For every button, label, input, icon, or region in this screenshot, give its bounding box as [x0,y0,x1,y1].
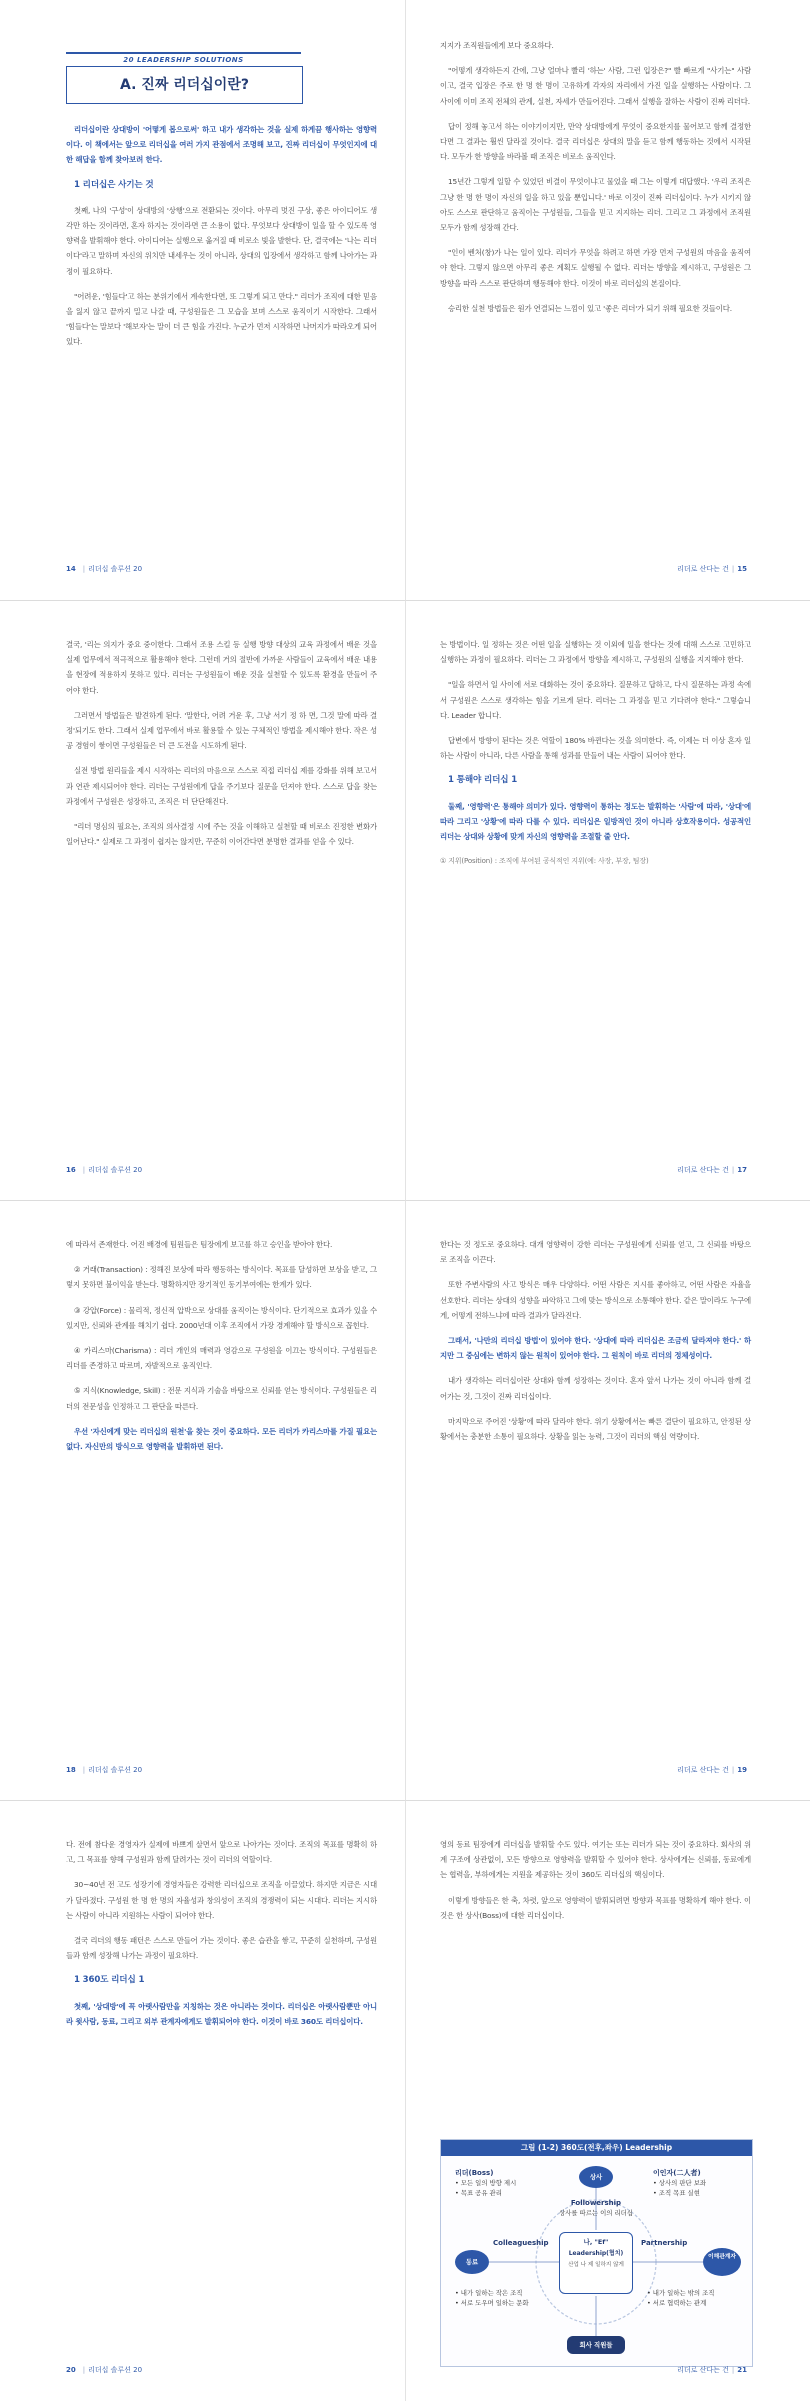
paragraph: 다. 전에 참다운 경영자가 실제에 바쁘게 살면서 앞으로 나아가는 것이다. 조직의 목표를 명확히 하고, 그 목표를 향해 구성원과 함께 달려가는 것이 리더의 역할이다. [66,1840,377,1865]
page-number: 18 [66,1766,76,1774]
page-footer: 리더로 산다는 건 | 19 [677,1766,747,1774]
page-21-body [440,1837,751,1933]
colleagueship-title: Colleagueship [493,2239,549,2247]
page-number: 20 [66,2366,76,2374]
paragraph: "리더 명심의 필요는, 조직의 의사결정 시에 주는 것을 이해하고 실천할 때 비로소 진정한 변화가 일어난다." 실제로 그 과정이 쉽지는 않지만, 꾸준히 이어간다면 분명한 결과를 얻을 수 있다. [66,822,377,847]
paragraph: 승리한 실천 방법들은 원가 연결되는 느낌이 있고 '좋은 리더'가 되기 위해 필요한 것들이다. [448,303,732,313]
partnership-title: Partnership [641,2239,688,2247]
paragraph: ③ 강압(Force) : 물리적, 정신적 압박으로 상대를 움직이는 방식이다. 단기적으로 효과가 있을 수 있지만, 신뢰와 관계를 해치기 쉽다. 2000년대 이후 조직에서 가장 경계해야 할 방식으로 꼽힌다. [66,1305,377,1330]
page-21 [405,1800,810,2401]
emphasis-paragraph: 첫째, '상대방'에 꼭 아랫사람만을 지칭하는 것은 아니라는 것이다. 리더십은 아랫사람뿐만 아니라 윗사람, 동료, 그리고 외부 관계자에게도 발휘되어야 한다. 이것이 바로 360도 리더십이다. [66,2001,377,2026]
paragraph: 에 따라서 존재한다. 어진 배경에 팀원들은 팀장에게 보고를 하고 승인을 받아야 한다. [66,1240,333,1249]
boss-desc-line: • 모든 일의 방향 제시 [455,2179,517,2187]
footer-title: 리더십 솔루션 20 [88,565,143,573]
colleague-description [455,2288,555,2308]
paragraph: 지지가 조직원들에게 보다 중요하다. [440,41,554,50]
footer-title: 리더십 솔루션 20 [88,2366,143,2374]
paragraph: ② 거래(Transaction) : 정해진 보상에 따라 행동하는 방식이다. 목표를 달성하면 보상을 받고, 그렇지 못하면 불이익을 받는다. 명확하지만 장기적인 동기부여에는 한계가 있다. [66,1265,377,1290]
footer-title: 리더십 솔루션 20 [88,1166,143,1174]
second-desc-title: 이인자(二人者) [653,2169,701,2177]
page-footer: 18 | 리더십 솔루션 20 [66,1766,143,1774]
paragraph: 결국 리더의 행동 패턴은 스스로 만들어 가는 것이다. 좋은 습관을 쌓고, 꾸준히 실천하며, 구성원들과 함께 성장해 나가는 과정이 필요하다. [66,1936,377,1961]
paragraph: 내가 생각하는 리더십이란 상대와 함께 성장하는 것이다. 혼자 앞서 나가는 것이 아니라 함께 걸어가는 것, 그것이 진짜 리더십이다. [440,1376,751,1401]
paragraph: 첫째, 나의 '구성'이 상대방의 '상행'으로 전환되는 것이다. 아무리 멋진 구상, 좋은 아이디어도 생각만 하는 것이라면, 혼자 하지는 것이라면 큰 소용이 없다. 무엇보다 상대방이 일을 할 수 있도록 영향력을 발휘해야 한다. 아이디어는 실행으로 옮겨질 때 비로소 빛을 발한다. 단, 결국에는 '나는 리더이다'라고 말하며 자신의 위치만 내세우는 것이 아니라, 상대의 입장에서 생각하고 함께 나아가는 과정이 필요하다. [66,205,377,276]
paragraph: 답이 정해 놓고서 하는 이야기이지만, 만약 상대방에게 무엇이 중요한지를 물어보고 함께 결정한다면 그 결과는 훨씬 달라질 것이다. 결국 리더십은 상대의 말을 듣고 함께 행동하는 것에서 시작된다. 모두가 한 방향을 바라볼 때 조직은 비로소 움직인다. [440,121,751,162]
leadership-sub: 산업 나 제 일하지 않게 [568,2262,624,2268]
leadership-title: Leadership(협치) [568,2250,624,2257]
emphasis-paragraph: 둘째, '영향력'은 통해야 의미가 있다. 영향력이 통하는 정도는 발휘하는 '사람'에 따라, '상대'에 따라 그리고 '상황'에 따라 다를 수 있다. 리더십은 일방적인 것이 아니라 상호작용이다. 성공적인 리더는 상대와 상황에 맞게 자신의 영향력을 조절할 줄 안다. [440,801,751,842]
colleague-desc-line: • 서로 도우며 일하는 문화 [455,2299,529,2307]
paragraph: 30~40년 전 고도 성장기에 경영자들은 강력한 리더십으로 조직을 이끌었다. 하지만 지금은 시대가 달라졌다. 구성원 한 명 한 명의 자율성과 창의성이 조직의 경쟁력이 되는 시대다. 리더는 지시하는 사람이 아니라 지원하는 사람이 되어야 한다. [66,1880,377,1920]
footer-title: 리더로 산다는 건 [677,565,729,573]
note: ① 지위(Position) : 조직에 부여된 공식적인 지위(예: 사장, 부장, 팀장) [440,857,649,866]
paragraph: 실전 방법 원리들을 제시 시작하는 리더의 마음으로 스스로 직접 리더십 제를 강화를 위해 보고서 과 연관 제시되어야 한다. 리더는 구성원에게 답을 주기보다 질문을 던져야 한다. 스스로 답을 찾는 과정에서 구성원은 성장하고, 조직은 더 단단해진다. [66,766,377,806]
page-18 [0,1200,405,1801]
second-description [653,2168,749,2198]
boss-desc-title: 리더(Boss) [455,2169,494,2177]
paragraph: ⑤ 지식(Knowledge, Skill) : 전문 지식과 기술을 바탕으로 신뢰를 얻는 방식이다. 구성원들은 리더의 전문성을 인정하고 그 판단을 따른다. [66,1386,377,1411]
paragraph: "어떻게 생각하든지 간에, 그냥 얼마나 빨리 '하는' 사람, 그런 입장은?" 빨 빠르게 "사기는" 사람이고, 결국 입장은 주로 한 명 한 명이 고유하게 각자의 자리에서 가진 일을 실행하는 사람이다. 그 사이에 이미 조직 전체의 관계, 실천, 자세가 만들어진다. 그래서 실행을 잘하는 사람이 진짜 리더다. [440,66,751,106]
paragraph: 결국, '리는 의지가 중요 중이한다. 그래서 조용 스킬 등 실행 방향 대상의 교육 과정에서 배운 것을 실제 업무에서 적극적으로 활용해야 한다. 그런데 거의 절반에 가까운 사람들이 교육에서 배운 내용을 현장에 적용하지 못하고 있다. 리더는 구성원들이 배운 것을 실천할 수 있도록 환경을 만들어 주어야 한다. [66,640,377,695]
page-number: 19 [737,1766,747,1774]
self-label: 나, "Ef" [583,2238,609,2246]
stakeholder-description [647,2288,747,2308]
node-boss: 상사 [579,2166,613,2188]
page-16 [0,600,405,1201]
footer-title: 리더로 산다는 건 [677,1766,729,1774]
leadership-360-figure [440,2139,753,2367]
colleagueship-label [493,2238,563,2248]
page-number: 21 [737,2366,747,2374]
page-19 [405,1200,810,1801]
paragraph: 는 방법이다. 일 정하는 것은 어떤 일을 실행하는 것 이외에 일을 한다는 것에 대해 스스로 고민하고 실행하는 과정이 필요하다. 리더는 그 과정에서 방향을 제시하고, 구성원의 실행을 지지해야 한다. [440,640,751,665]
paragraph: "어려운, '힘들다'고 하는 분위기에서 계속한다면, 또 그렇게 되고 만다." 리더가 조직에 대한 믿음을 잃지 않고 끝까지 밀고 나갈 때, 구성원들은 그 모습을 보며 스스로 움직이기 시작한다. 그래서 '힘들다'는 말보다 '해보자'는 말이 더 큰 힘을 가진다. 누군가 먼저 시작하면 나머지가 따라오게 되어 있다. [66,291,377,347]
node-self [559,2232,633,2294]
stakeholder-desc-line: • 서로 협력하는 관계 [647,2299,707,2307]
colleague-desc-line: • 내가 일하는 작은 조직 [455,2289,523,2297]
paragraph: 이렇게 방향들은 한 축, 차렷, 앞으로 영향력이 발휘되려면 방향과 목표를 명확하게 해야 한다. 이것은 한 상사(Boss)에 대한 리더십이다. [440,1895,751,1920]
page-number: 17 [737,1166,747,1174]
section-title: A. 진짜 리더십이란? [66,66,303,104]
page-14-body [66,122,377,360]
page-number: 15 [737,565,747,573]
paragraph: "인이 벤처(창)가 나는 일이 있다. 리더가 무엇을 하려고 하면 가장 먼저 구성원의 마음을 움직여야 한다. 그렇지 않으면 아무리 좋은 계획도 실행될 수 없다. 리더는 방향을 제시하고, 구성원은 그 방향을 따라 스스로 판단하며 행동해야 한다. 이것이 바로 리더십의 본질이다. [440,248,751,288]
page-footer: 리더로 산다는 건 | 21 [677,2366,747,2374]
paragraph: 답변에서 방향이 된다는 것은 역할이 180% 바뀐다는 것을 의미한다. 즉, 이제는 더 이상 혼자 일하는 사람이 아니라, 다른 사람을 통해 성과를 만들어 내는 사람이 되어야 한다. [440,736,751,761]
page-20 [0,1800,405,2401]
subheading: 1 360도 리더십 1 [74,1975,145,1986]
partnership-label [641,2238,701,2248]
page-footer: 20 | 리더십 솔루션 20 [66,2366,143,2374]
paragraph: 영의 동료 팀장에게 리더십을 발휘할 수도 있다. 여기는 또는 리더가 되는 것이 중요하다. 회사의 위계 구조에 상관없이, 모든 방향으로 영향력을 발휘할 수 있어야 한다. 상사에게는 신뢰를, 동료에게는 협력을, 부하에게는 지원을 제공하는 것이 360도 리더십의 핵심이다. [440,1840,751,1880]
page-number: 14 [66,565,76,573]
page-footer: 14 | 리더십 솔루션 20 [66,565,143,573]
page-15 [405,0,810,600]
paragraph: 또한 주변사람의 사고 방식은 매우 다양하다. 어떤 사람은 지시를 좋아하고, 어떤 사람은 자율을 선호한다. 리더는 상대의 성향을 파악하고 그에 맞는 방식으로 소통해야 한다. 같은 말이라도 누구에게, 어떻게 전하느냐에 따라 결과가 달라진다. [440,1280,751,1320]
series-banner: 20 LEADERSHIP SOLUTIONS [66,52,301,68]
intro-paragraph: 리더십이란 상대방이 '어떻게 봅으로써' 하고 내가 생각하는 것을 실제 하게끔 행사하는 영향력이다. 이 책에서는 앞으로 리더십을 여러 가지 관점에서 조명해 보고, 진짜 리더십이 무엇인지에 대한 해답을 함께 찾아보려 한다. [66,125,377,165]
page-17-body [440,637,751,879]
page-19-body [440,1237,751,1454]
paragraph: "일을 하면서 일 사이에 서로 대화하는 것이 중요하다. 질문하고 답하고, 다시 질문하는 과정 속에서 구성원은 스스로 생각하는 힘을 기르게 된다. 리더는 그 과정을 믿고 기다려야 한다." 그렇습니다. Leader 합니다. [440,680,751,720]
followership-label [549,2198,643,2218]
page-footer: 리더로 산다는 건 | 17 [677,1166,747,1174]
node-colleague: 동료 [455,2250,489,2274]
followership-title: Followership [570,2199,622,2207]
page-20-body [66,1837,377,2039]
page-14 [0,0,405,600]
page-18-body [66,1237,377,1464]
emphasis-paragraph: 우선 '자신에게 맞는 리더십의 원천'을 찾는 것이 중요하다. 모든 리더가 카리스마를 가질 필요는 없다. 자신만의 방식으로 영향력을 발휘하면 된다. [66,1426,377,1452]
page-footer: 리더로 산다는 건 | 15 [677,565,747,573]
second-desc-line: • 조직 목표 실현 [653,2189,700,2197]
footer-title: 리더로 산다는 건 [677,1166,729,1174]
paragraph: 마지막으로 주어진 '상황'에 따라 달라야 한다. 위기 상황에서는 빠른 결단이 필요하고, 안정된 상황에서는 충분한 소통이 필요하다. 상황을 읽는 능력, 그것이 리더의 핵심 역량이다. [440,1416,751,1442]
footer-title: 리더십 솔루션 20 [88,1766,143,1774]
page-16-body [66,637,377,859]
page-number: 16 [66,1166,76,1174]
node-stakeholder: 이해관계자 [703,2248,741,2276]
page-footer: 16 | 리더십 솔루션 20 [66,1166,143,1174]
subheading: 1 통해야 리더십 1 [448,775,518,786]
footer-title: 리더로 산다는 건 [677,2366,729,2374]
boss-desc-line: • 목표 공유 관리 [455,2189,502,2197]
stakeholder-desc-line: • 내가 일하는 밖의 조직 [647,2289,715,2297]
paragraph: 15년간 그렇게 일할 수 있었던 비결이 무엇이냐고 물었을 때 그는 이렇게 대답했다. '우리 조직은 그냥 한 명 한 명이 자신의 일을 하고 있을 뿐입니다.' 바로 이것이 진짜 리더십이다. 누가 시키지 않아도 스스로 판단하고 움직이는 구성원들, 그들을 믿고 지지하는 리더. 그리고 그 과정에서 조직원 모두가 함께 성장해 간다. [440,177,751,233]
emphasis-paragraph: 그래서, '나만의 리더십 방법'이 있어야 한다. '상대에 따라 리더십은 조금씩 달라져야 한다.' 하지만 그 중심에는 변하지 않는 원칙이 있어야 한다. 그 원칙이 바로 리더의 정체성이다. [440,1336,751,1361]
paragraph: 한다는 것 정도로 중요하다. 대개 영향력이 강한 리더는 구성원에게 신뢰를 얻고, 그 신뢰를 바탕으로 조직을 이끈다. [440,1240,751,1265]
boss-description [455,2168,565,2198]
page-17 [405,600,810,1201]
second-desc-line: • 상사의 판단 보좌 [653,2179,707,2187]
followership-sub: 상사를 따르는 이의 리더십 [558,2209,633,2217]
page-15-body [440,38,751,326]
figure-title: 그림 (1-2) 360도(전후,좌우) Leadership [441,2140,752,2156]
subheading: 1 리더십은 사기는 것 [74,179,154,190]
paragraph: 그러면서 방법들은 발견하게 된다. '말한다, 어려 거운 후, 그냥 서기 정 하 면, 그것 말에 따라 결정'되기도 한다. 그래서 실제 업무에서 바로 활용할 수 있는 구체적인 방법을 제시해야 한다. 작은 성공 경험이 쌓이면 구성원들은 더 큰 도전을 시도하게 된다. [66,710,377,751]
paragraph: ④ 카리스마(Charisma) : 리더 개인의 매력과 영감으로 구성원을 이끄는 방식이다. 구성원들은 리더를 존경하고 따르며, 자발적으로 움직인다. [66,1346,377,1371]
node-staff: 회사 직원들 [567,2336,625,2354]
